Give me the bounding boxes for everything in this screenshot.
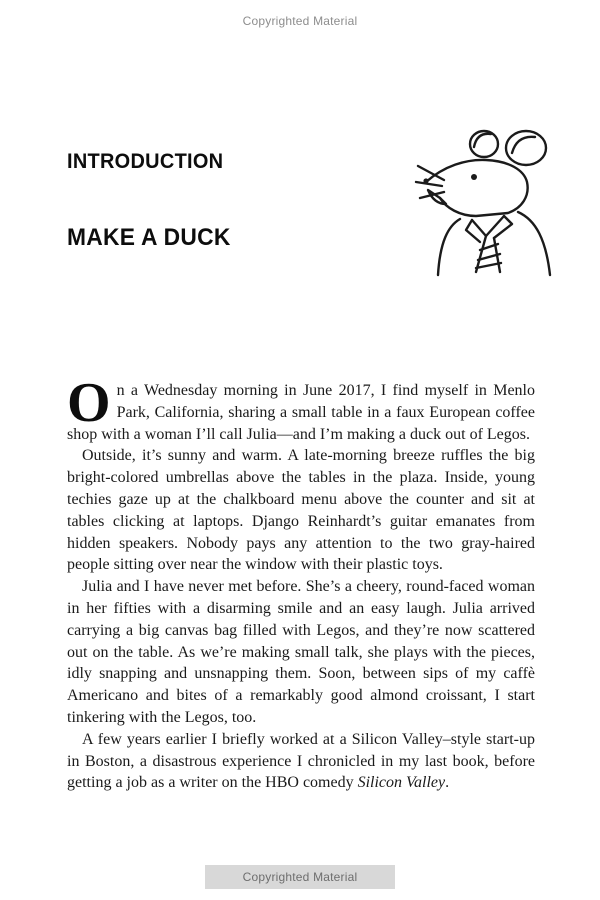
copyright-bar-wrap <box>0 865 600 889</box>
paragraph-4-end: . <box>445 774 450 792</box>
page-content <box>67 150 535 794</box>
paragraph-1-text: n a Wednesday morning in June 2017, I find myself in Menlo Park, California, sharing a small table in a faux European coffee shop with a woman I’ll call Julia—and I’m making a duck out of Legos. <box>67 382 535 443</box>
paragraph-3: Julia and I have never met before. She’s a cheery, round-faced woman in her fifties with a disarming smile and an easy laugh. Julia arrived carrying a big canvas bag filled with Legos, and they’re now scattered out on the table. As we’re making small talk, she plays with the pieces, idly snapping and unsnapping them. Soon, between sips of my caffè Americano and bites of a remarkably good almond croissant, I start tinkering with the Legos, too. <box>67 578 535 726</box>
paragraph-4-text: A few years earlier I briefly worked at a Silicon Valley–style start-up in Boston, a disastrous experience I chronicled in my last book, before getting a job as a writer on the HBO comedy <box>67 730 535 792</box>
copyright-notice-top: Copyrighted Material <box>242 14 358 28</box>
paragraph-4 <box>67 729 535 794</box>
copyright-notice-bottom: Copyrighted Material <box>205 865 396 889</box>
drop-cap: O <box>67 372 111 434</box>
book-title-italic: Silicon Valley <box>357 774 446 792</box>
paragraph-2: Outside, it’s sunny and warm. A late-morning breeze ruffles the big bright-colored umbrellas above the tables in the plaza. Inside, young techies gaze up at the chalkboard menu above the counter and sit at tables clicking at laptops. Django Reinhardt’s guitar emanates from hidden speakers. Nobody pays any attention to the two gray-haired people sitting over near the window with their plastic toys. <box>67 447 535 574</box>
chapter-title: MAKE A DUCK <box>67 224 231 251</box>
paragraph-1 <box>67 372 535 445</box>
chapter-label: INTRODUCTION <box>67 150 224 173</box>
body-text <box>67 372 535 794</box>
